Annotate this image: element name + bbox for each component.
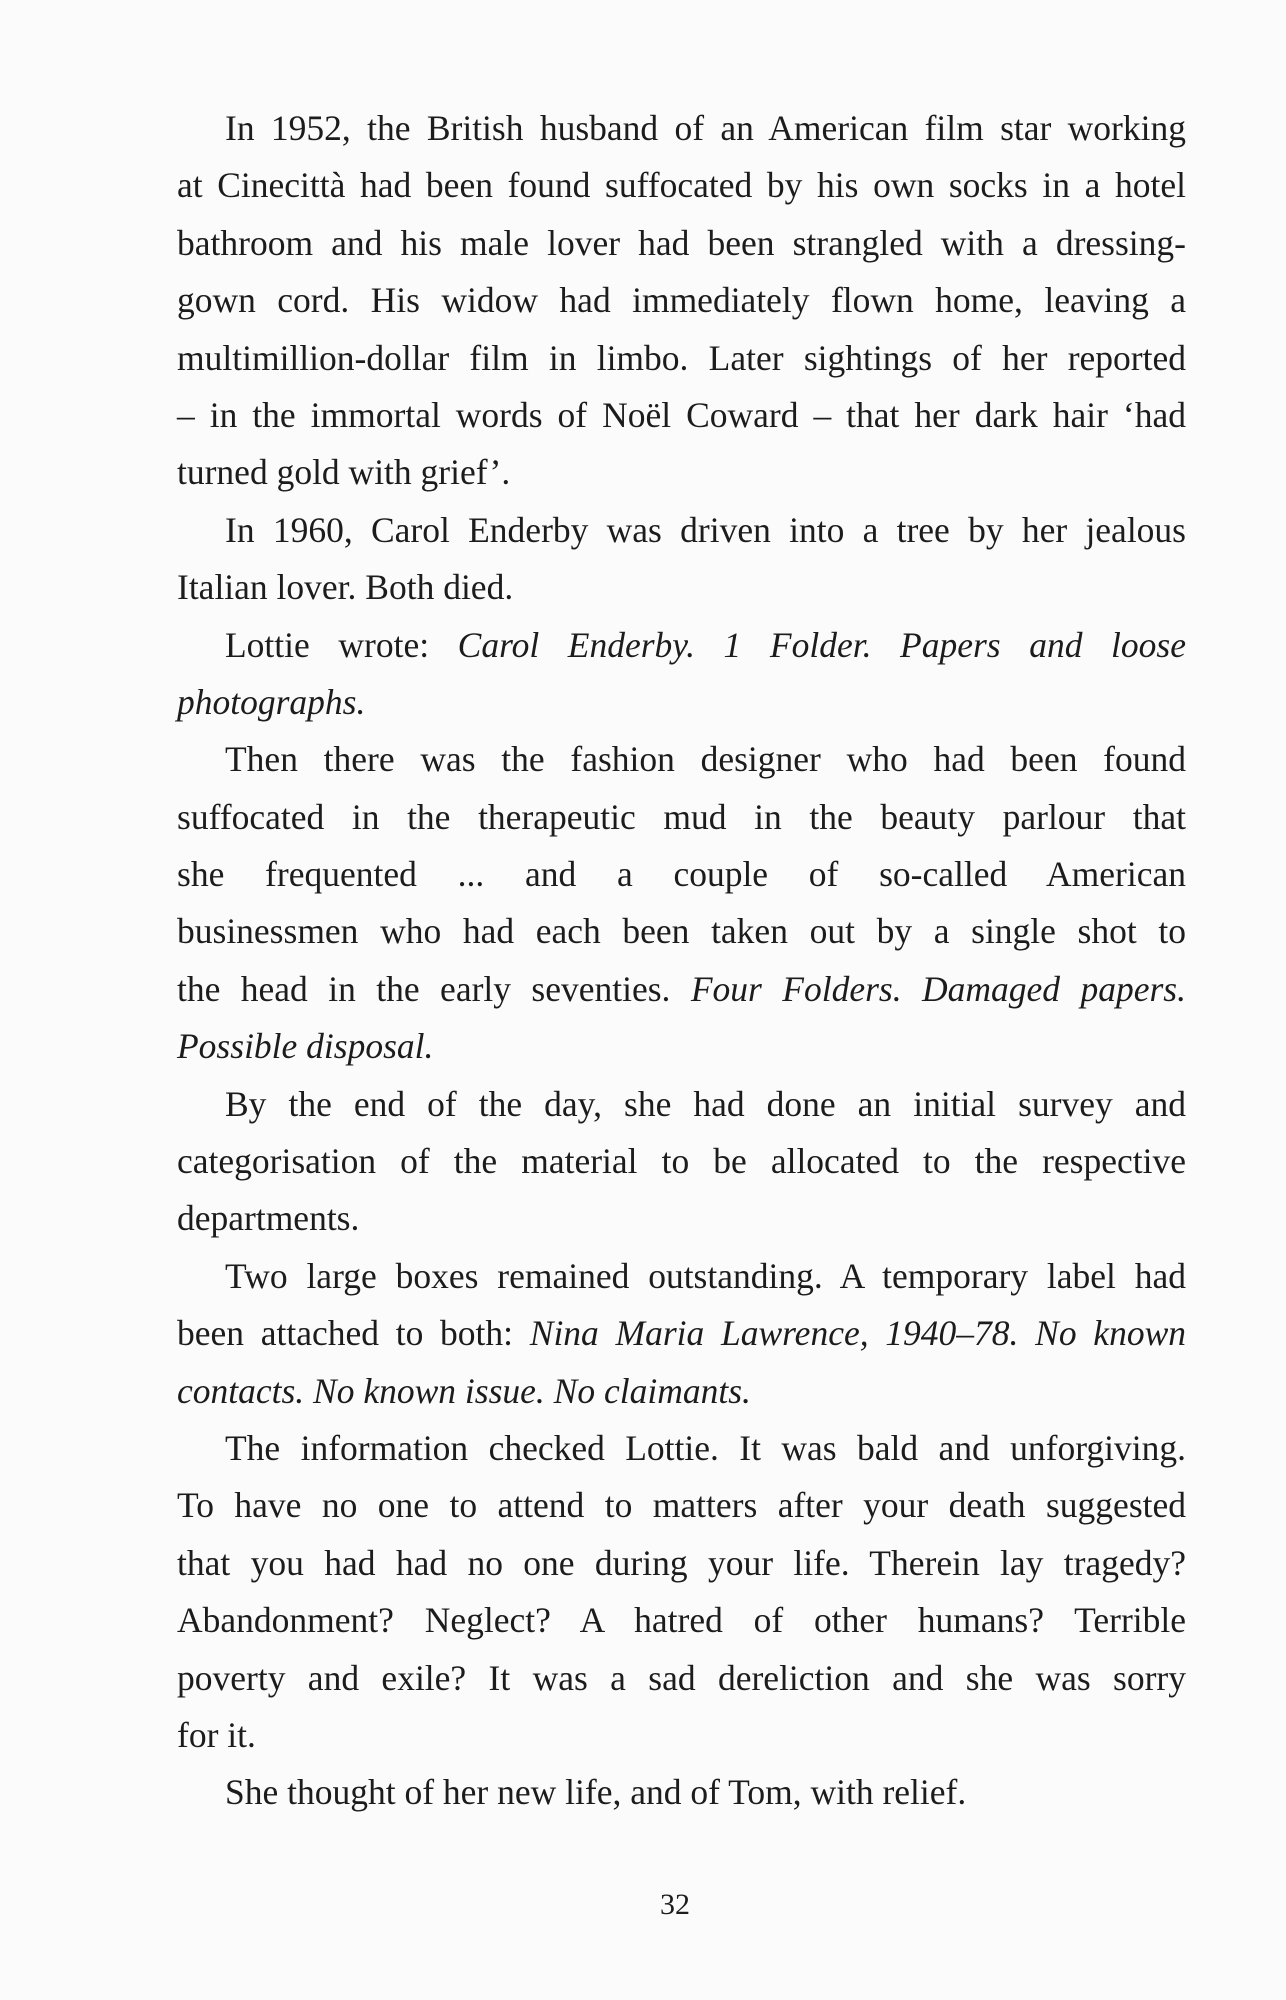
text-line (177, 1535, 1186, 1592)
text-line (177, 961, 1186, 1018)
text-run: categorisation of the material to be allocated to the respective (177, 1141, 1186, 1182)
text-run: been attached to both: (177, 1313, 530, 1354)
text-run: To have no one to attend to matters after your death suggested (177, 1485, 1186, 1526)
text-line (177, 1420, 1186, 1477)
text-line (177, 903, 1186, 960)
paragraph (177, 1420, 1186, 1764)
text-line (177, 330, 1186, 387)
text-run: Italian lover. Both died. (177, 567, 514, 608)
text-run: multimillion-dollar film in limbo. Later sightings of her reported (177, 337, 1186, 378)
text-line (177, 789, 1186, 846)
text-line (177, 157, 1186, 214)
text-line (177, 1363, 1186, 1420)
text-line (177, 731, 1186, 788)
text-run: poverty and exile? It was a sad dereliction and she was sorry (177, 1657, 1186, 1698)
paragraph (177, 1076, 1186, 1248)
text-run: for it. (177, 1714, 256, 1755)
text-run: Abandonment? Neglect? A hatred of other humans? Terrible (177, 1600, 1186, 1641)
text-line (177, 100, 1186, 157)
italic-text: Four Folders. Damaged papers. (690, 968, 1186, 1009)
text-line (177, 1018, 1186, 1075)
text-line (177, 1764, 1186, 1821)
text-run: suffocated in the therapeutic mud in the beauty parlour that (177, 796, 1186, 837)
text-line (177, 1477, 1186, 1534)
paragraph (177, 731, 1186, 1075)
text-run: bathroom and his male lover had been strangled with a dressing- (177, 222, 1186, 263)
text-run: She thought of her new life, and of Tom, with relief. (225, 1772, 967, 1813)
text-line (177, 1305, 1186, 1362)
text-line (177, 1650, 1186, 1707)
text-line (177, 1133, 1186, 1190)
italic-text: contacts. No known issue. No claimants. (177, 1370, 751, 1411)
text-line (177, 215, 1186, 272)
text-line (177, 617, 1186, 674)
paragraph (177, 1764, 1186, 1821)
text-run: at Cinecittà had been found suffocated by his own socks in a hotel (177, 165, 1186, 206)
text-line (177, 559, 1186, 616)
page-number: 32 (660, 1888, 690, 1921)
text-line (177, 387, 1186, 444)
text-run: In 1960, Carol Enderby was driven into a tree by her jealous (225, 509, 1186, 550)
paragraph (177, 502, 1186, 617)
text-run: she frequented ... and a couple of so-called American (177, 854, 1186, 895)
text-run: Two large boxes remained outstanding. A temporary label had (225, 1255, 1186, 1296)
text-run: businessmen who had each been taken out by a single shot to (177, 911, 1186, 952)
text-run: departments. (177, 1198, 360, 1239)
body-text (177, 100, 1186, 1822)
text-run: Lottie wrote: (225, 624, 458, 665)
text-line (177, 502, 1186, 559)
paragraph (177, 100, 1186, 502)
text-run: gown cord. His widow had immediately flown home, leaving a (177, 280, 1186, 321)
text-line (177, 846, 1186, 903)
text-run: the head in the early seventies. (177, 968, 691, 1009)
text-line (177, 1190, 1186, 1247)
text-line (177, 674, 1186, 731)
italic-text: Carol Enderby. 1 Folder. Papers and loose (457, 624, 1186, 665)
text-run: that you had had no one during your life. Therein lay tragedy? (177, 1542, 1186, 1583)
italic-text: Possible disposal. (177, 1026, 434, 1067)
text-line (177, 272, 1186, 329)
text-run: By the end of the day, she had done an initial survey and (225, 1083, 1186, 1124)
text-run: The information checked Lottie. It was bald and unforgiving. (225, 1427, 1186, 1468)
text-run: Then there was the fashion designer who had been found (225, 739, 1186, 780)
italic-text: photographs. (177, 681, 366, 722)
text-line (177, 1592, 1186, 1649)
text-line (177, 444, 1186, 501)
text-run: In 1952, the British husband of an American film star working (225, 108, 1186, 148)
paragraph (177, 617, 1186, 732)
text-run: – in the immortal words of Noël Coward – that her dark hair ‘had (177, 394, 1186, 435)
text-line (177, 1707, 1186, 1764)
italic-text: Nina Maria Lawrence, 1940–78. No known (529, 1313, 1186, 1354)
text-run: turned gold with grief’. (177, 452, 511, 493)
text-line (177, 1076, 1186, 1133)
paragraph (177, 1248, 1186, 1420)
text-line (177, 1248, 1186, 1305)
